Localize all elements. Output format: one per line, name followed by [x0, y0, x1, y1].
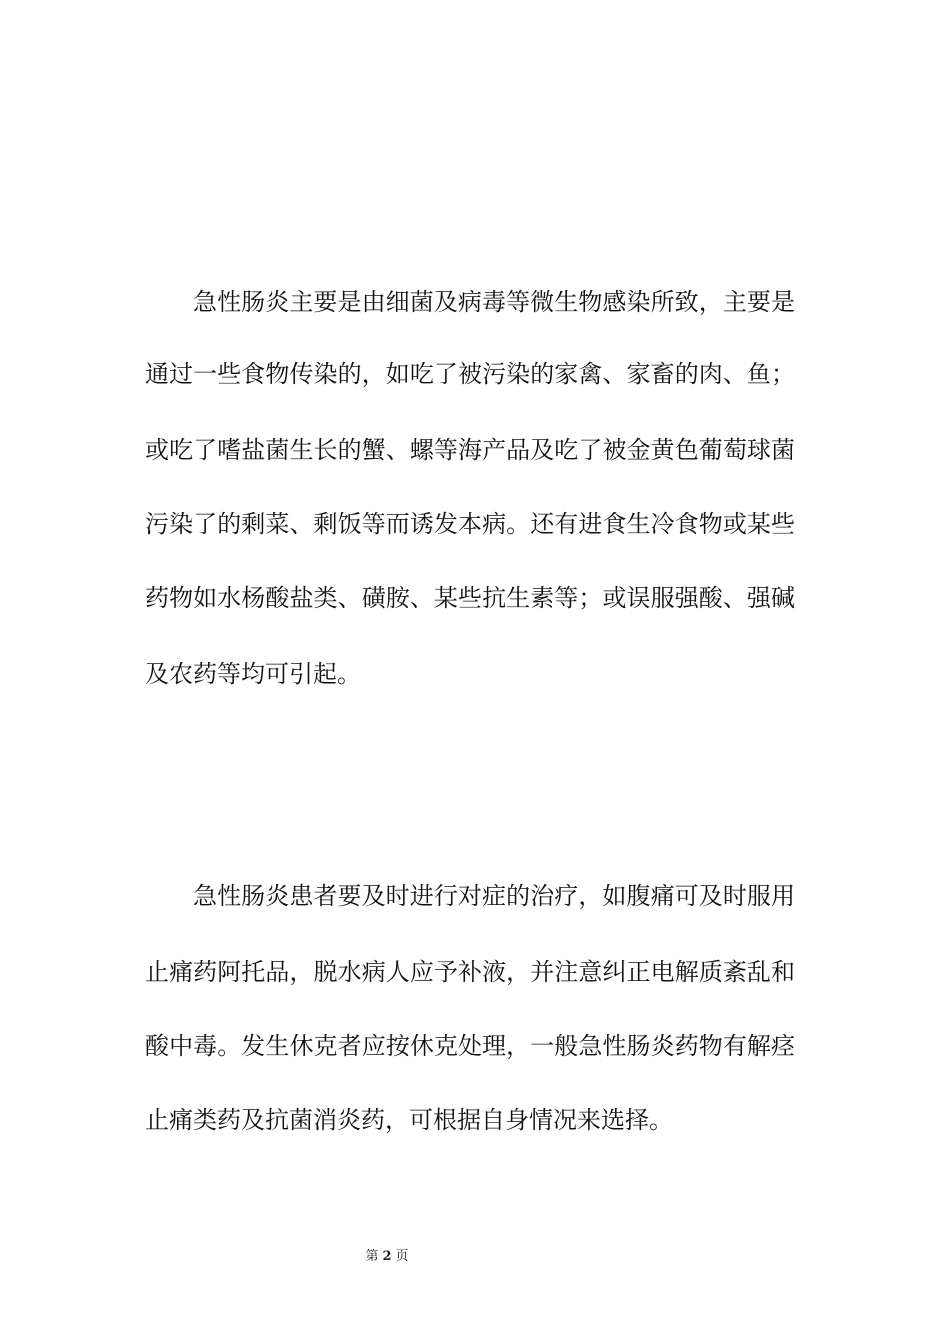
paragraph-1-line-2: 通过一些食物传染的，如吃了被污染的家禽、家畜的肉、鱼；	[145, 360, 795, 388]
paragraph-2-line-3: 酸中毒。发生休克者应按休克处理，一般急性肠炎药物有解痉	[145, 1032, 795, 1060]
paragraph-2-line-2: 止痛药阿托品，脱水病人应予补液，并注意纠正电解质紊乱和	[145, 958, 795, 986]
paragraph-1-line-4: 污染了的剩菜、剩饭等而诱发本病。还有进食生冷食物或某些	[145, 510, 795, 538]
paragraph-2-line-4: 止痛类药及抗菌消炎药，可根据自身情况来选择。	[145, 1106, 673, 1134]
page-footer	[0, 1248, 774, 1266]
footer-suffix: 页	[395, 1249, 409, 1264]
paragraph-1-line-6: 及农药等均可引起。	[145, 660, 361, 688]
paragraph-1-line-5: 药物如水杨酸盐类、磺胺、某些抗生素等；或误服强酸、强碱	[145, 584, 795, 612]
paragraph-2-line-1: 急性肠炎患者要及时进行对症的治疗，如腹痛可及时服用	[193, 882, 795, 910]
footer-prefix: 第	[365, 1249, 379, 1264]
paragraph-1-line-3: 或吃了嗜盐菌生长的蟹、螺等海产品及吃了被金黄色葡萄球菌	[145, 436, 795, 464]
paragraph-1-line-1: 急性肠炎主要是由细菌及病毒等微生物感染所致，主要是	[193, 288, 795, 316]
page-number: 2	[382, 1249, 392, 1264]
